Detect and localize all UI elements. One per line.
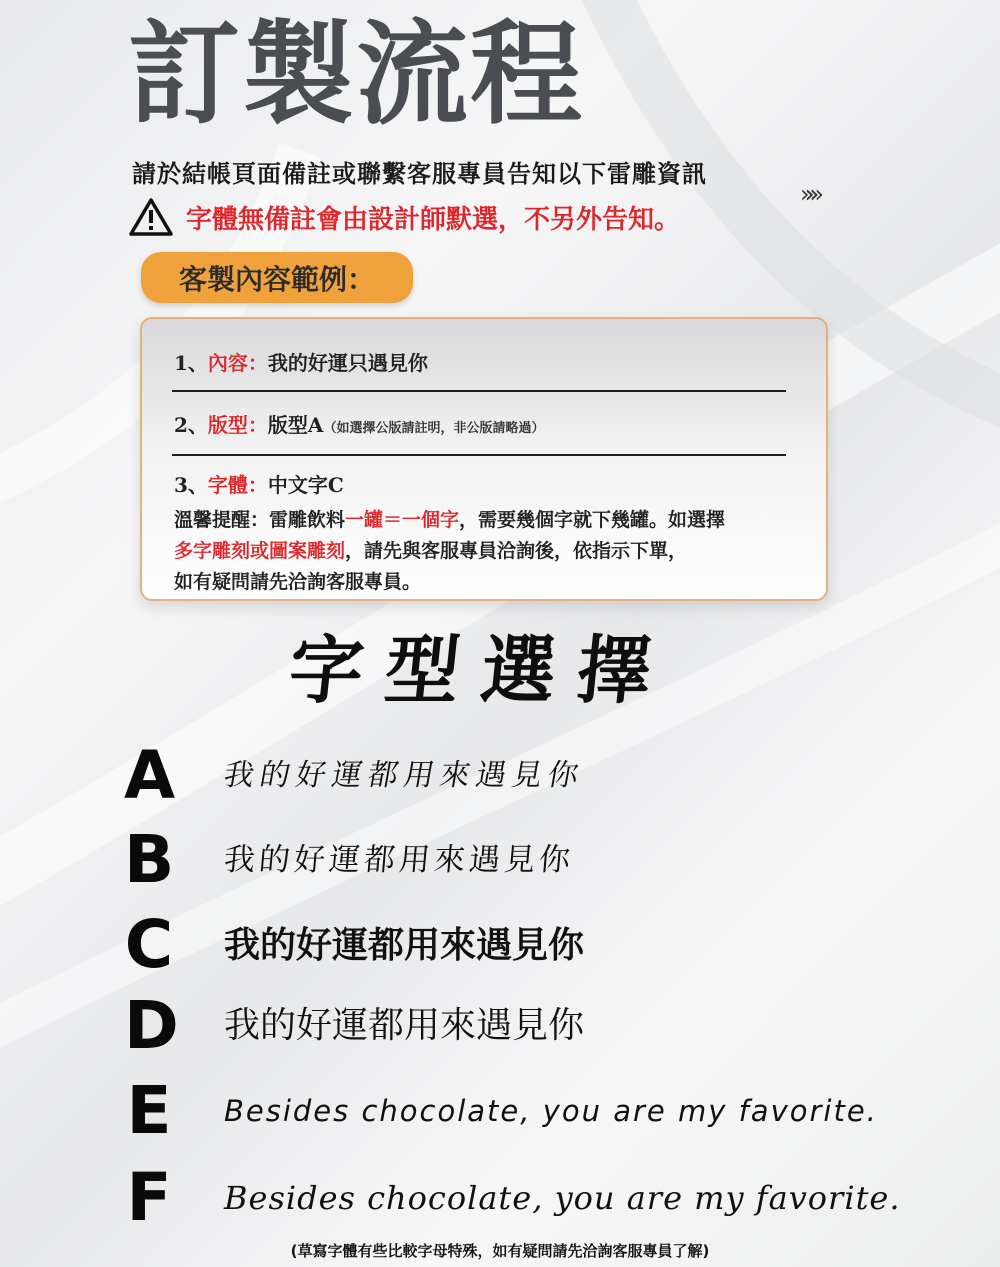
font-option-b <box>124 820 884 900</box>
warning-triangle-icon <box>128 197 174 237</box>
font-option-letter: E <box>126 1072 172 1149</box>
font-sample-text: 我的好運都用來遇見你 <box>224 1005 585 1046</box>
font-sample-text: 我的好運都用來遇見你 <box>221 758 588 793</box>
tip-text: ，請先與客服專員洽詢後，依指示下單， <box>345 540 688 562</box>
chevron-right-icon: »»» <box>800 180 815 208</box>
divider <box>172 390 786 392</box>
tip-highlight: 一罐＝一個字 <box>345 509 460 531</box>
layout-value: 版型A <box>267 413 324 437</box>
divider <box>172 454 786 456</box>
footnote: (草寫字體有些比較字母特殊，如有疑問請先洽詢客服專員了解) <box>290 1242 710 1260</box>
font-value: 中文字C <box>267 473 344 497</box>
line-number: 3、 <box>174 473 208 497</box>
font-option-a <box>124 736 884 816</box>
font-option-d <box>124 986 884 1066</box>
example-content-line <box>174 347 428 376</box>
page-title: 訂製流程 <box>128 10 584 140</box>
font-option-letter: B <box>124 821 175 898</box>
example-card <box>140 317 828 601</box>
example-layout-line <box>174 409 544 438</box>
example-font-line <box>174 469 344 498</box>
layout-note: （如選擇公版請註明，非公版請略過） <box>323 421 545 436</box>
font-option-e <box>124 1071 884 1151</box>
tip-text: 如有疑問請先洽詢客服專員。 <box>174 571 422 593</box>
font-option-letter: C <box>124 906 174 983</box>
line-number: 2、 <box>174 413 208 437</box>
page-subtitle: 請於結帳頁面備註或聯繫客服專員告知以下雷雕資訊 <box>132 160 707 188</box>
tip-text: 溫馨提醒：雷雕飲料 <box>174 509 346 531</box>
font-sample-text: Besides chocolate, you are my favorite. <box>224 1179 901 1217</box>
font-sample-text: 我的好運都用來遇見你 <box>224 924 585 966</box>
font-option-f <box>124 1158 901 1238</box>
font-option-c <box>124 905 884 985</box>
font-label: 字體： <box>207 473 268 497</box>
tip-highlight: 多字雕刻或圖案雕刻 <box>174 540 346 562</box>
font-sample-text: 我的好運都用來遇見你 <box>222 842 576 878</box>
line-number: 1、 <box>174 351 208 375</box>
font-option-letter: F <box>126 1159 172 1236</box>
warning-row <box>128 197 680 237</box>
font-selection-heading: 字型選擇 <box>284 628 678 714</box>
font-sample-text: Besides chocolate, you are my favorite. <box>224 1094 878 1128</box>
tip-text: ，需要幾個字就下幾罐。如選擇 <box>459 509 726 531</box>
reminder-text <box>174 505 794 598</box>
content-value: 我的好運只遇見你 <box>267 351 428 375</box>
content-label: 內容： <box>207 351 268 375</box>
font-option-letter: A <box>124 737 176 814</box>
layout-label: 版型： <box>207 413 268 437</box>
example-label-badge: 客製內容範例： <box>141 252 413 303</box>
font-option-letter: D <box>124 987 179 1064</box>
warning-text: 字體無備註會由設計師默選，不另外告知。 <box>186 204 681 235</box>
